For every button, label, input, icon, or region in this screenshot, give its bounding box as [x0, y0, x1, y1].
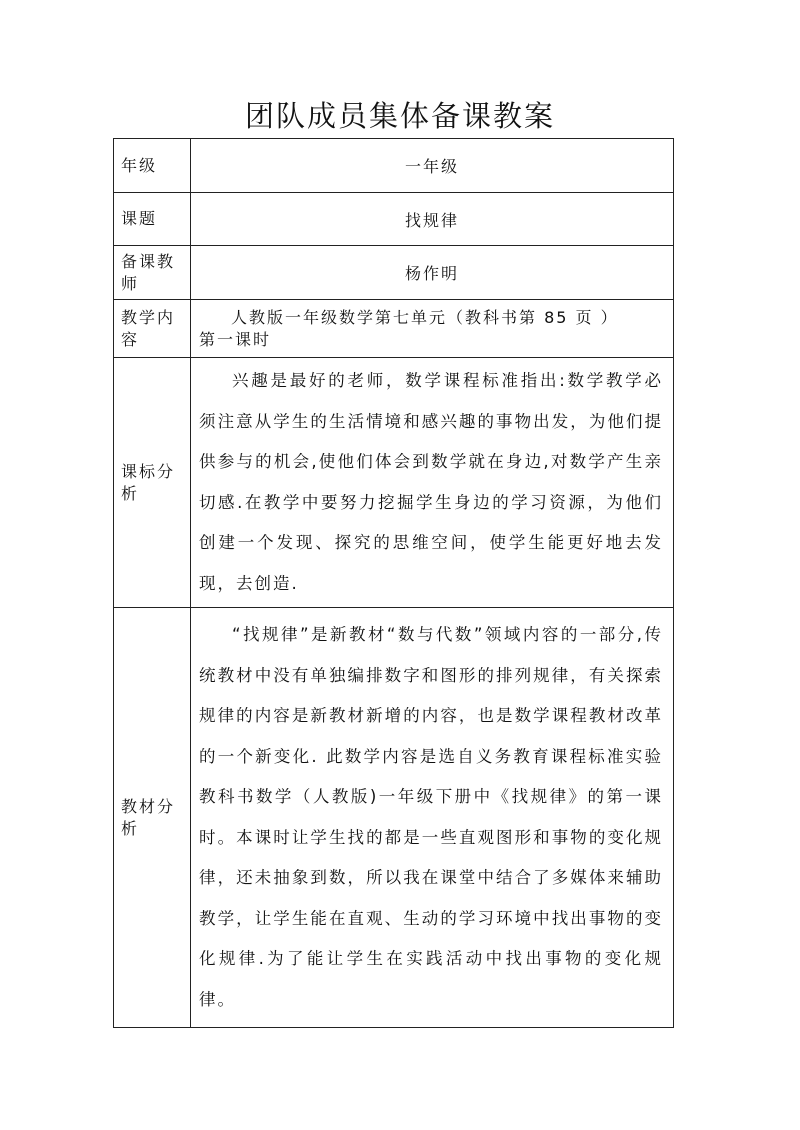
table-row: [114, 358, 674, 608]
label-cell: [114, 193, 191, 246]
table-row: [114, 300, 674, 358]
teacher-value: 杨作明: [191, 246, 674, 300]
table-row: [114, 608, 674, 1028]
standard-analysis-text: 兴趣是最好的老师，数学课程标准指出:数学教学必须注意从学生的生活情境和感兴趣的事物出发，为他们提供参与的机会,使他们体会到数学就在身边,对数学产生亲切感.在教学中要努力挖掘学生身边的学习资源，为他们创建一个发现、探究的思维空间，使学生能更好地去发现，去创造.: [199, 371, 663, 593]
lesson-plan-table: [113, 138, 674, 1028]
table-row: [114, 246, 674, 300]
textbook-analysis-cell: [191, 608, 674, 1028]
table-row: [114, 139, 674, 193]
topic-label: 课题: [121, 209, 158, 228]
grade-label: 年级: [121, 155, 158, 175]
label-cell: [114, 246, 191, 300]
standard-analysis-label: 课标分析: [121, 461, 176, 503]
content-label: 教学内容: [121, 307, 176, 349]
topic-value: 找规律: [191, 193, 674, 246]
teacher-label: 备课教师: [121, 251, 176, 293]
label-cell: [114, 139, 191, 193]
content-value-line1: 人教版一年级数学第七单元（教科书第 85 页 ）: [231, 307, 619, 327]
textbook-analysis-label: 教材分析: [121, 796, 176, 838]
grade-value: 一年级: [191, 139, 674, 193]
table-row: [114, 193, 674, 246]
content-value-cell: [191, 300, 674, 358]
label-cell: [114, 358, 191, 608]
label-cell: [114, 300, 191, 358]
page-title: 团队成员集体备课教案: [244, 99, 555, 133]
content-value-line2: 第一课时: [199, 329, 272, 349]
textbook-analysis-text: “找规律”是新教材“数与代数”领域内容的一部分,传统教材中没有单独编排数字和图形的排列规律，有关探索规律的内容是新教材新增的内容，也是数学课程教材改革的一个新变化. 此数学内容是选自义务教育课程标准实验教科书数学（人教版)一年级下册中《找规律》的第一课时。本课时让学生找的都是一些直观图形和事物的变化规律，还未抽象到数，所以我在课堂中结合了多媒体来辅助教学，让学生能在直观、生动的学习环境中找出事物的变化规律.为了能让学生在实践活动中找出事物的变化规律。: [199, 625, 663, 1009]
standard-analysis-cell: [191, 358, 674, 608]
label-cell: [114, 608, 191, 1028]
